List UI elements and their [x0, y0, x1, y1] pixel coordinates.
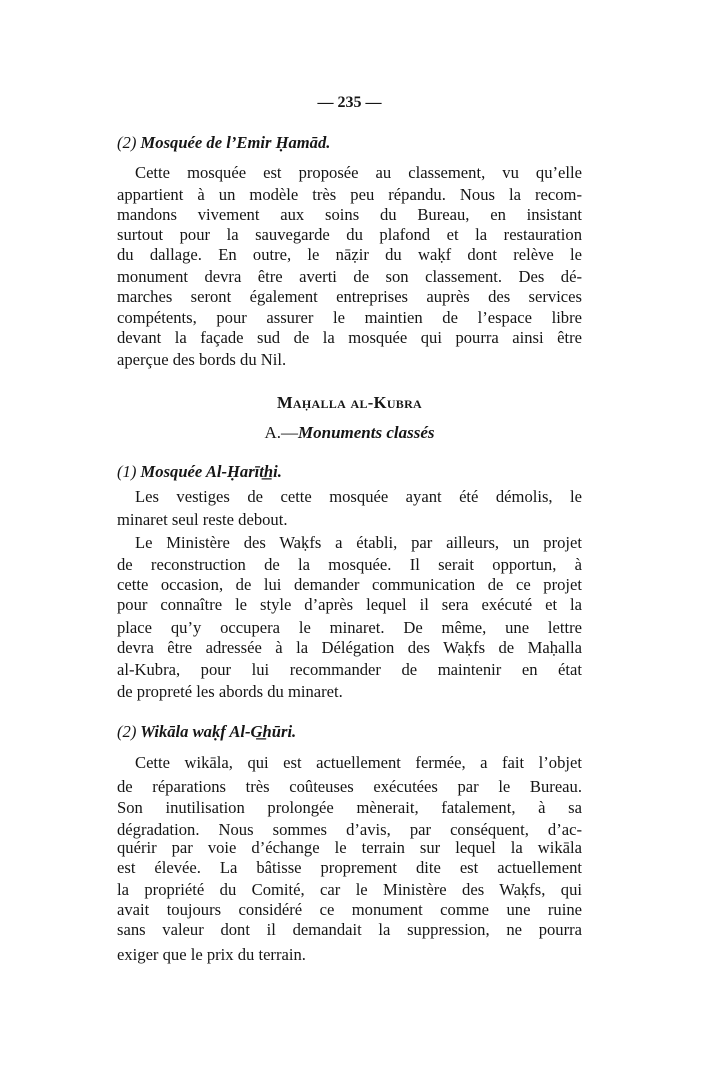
paragraph-line: aperçue des bords du Nil. — [117, 350, 287, 369]
entry-number: (2) — [117, 722, 137, 741]
paragraph-line: de réparations très coûteuses exécutées par le Bureau. — [117, 777, 582, 796]
paragraph-line: Les vestiges de cette mosquée ayant été démolis, le — [135, 487, 582, 506]
paragraph-line: devant la façade sud de la mosquée qui pourra ainsi être — [117, 328, 582, 347]
paragraph-line: avait toujours considéré ce monument comme une ruine — [117, 900, 582, 919]
paragraph-line: Son inutilisation prolongée mènerait, fatalement, à sa — [117, 798, 582, 817]
paragraph-line: cette occasion, de lui demander communication de ce projet — [117, 575, 582, 594]
entry-heading — [117, 722, 582, 742]
page-number: — 235 — — [317, 94, 382, 111]
paragraph-line: du dallage. En outre, le nāẓir du waḳf dont relève le — [117, 245, 582, 264]
entry-title: Mosquée Al-Ḥarīt͟hi. — [140, 462, 282, 481]
subsection-name: Monuments classés — [298, 423, 435, 442]
paragraph-line: minaret seul reste debout. — [117, 510, 288, 529]
paragraph-line: la propriété du Comité, car le Ministère des Waḳfs, qui — [117, 880, 582, 899]
paragraph-line: monument devra être averti de son classement. Des dé- — [117, 267, 582, 286]
paragraph-line: est élevée. La bâtisse proprement dite est actuellement — [117, 858, 582, 877]
paragraph-line: de propreté les abords du minaret. — [117, 682, 343, 701]
paragraph-line: mandons vivement aux soins du Bureau, en insistant — [117, 205, 582, 224]
paragraph-line: compétents, pour assurer le maintien de l’espace libre — [117, 308, 582, 327]
paragraph-line: de reconstruction de la mosquée. Il serait opportun, à — [117, 555, 582, 574]
paragraph-line: surtout pour la sauvegarde du plafond et la restauration — [117, 225, 582, 244]
entry-heading — [117, 462, 582, 482]
entry-title: Wikāla waḳf Al-G͟hūri. — [140, 722, 297, 741]
entry-title: Mosquée de l’Emir Ḥamād. — [140, 133, 331, 152]
paragraph-line: al-Kubra, pour lui recommander de maintenir en état — [117, 660, 582, 679]
paragraph-line: Cette mosquée est proposée au classement, vu qu’elle — [135, 163, 582, 182]
subsection-title — [117, 423, 582, 443]
paragraph-line: sans valeur dont il demandait la suppression, ne pourra — [117, 920, 582, 939]
section-title: Maḥalla al-Kubra — [276, 393, 423, 412]
entry-number: (2) — [117, 133, 137, 152]
paragraph-line: Le Ministère des Waḳfs a établi, par ailleurs, un projet — [135, 533, 582, 552]
paragraph-line: pour connaître le style d’après lequel il sera exécuté et la — [117, 595, 582, 614]
paragraph-line: Cette wikāla, qui est actuellement fermée, a fait l’objet — [135, 753, 582, 772]
entry-number: (1) — [117, 462, 137, 481]
paragraph-line: appartient à un modèle très peu répandu. Nous la recom- — [117, 185, 582, 204]
paragraph-line: devra être adressée à la Délégation des Waḳfs de Maḥalla — [117, 638, 582, 657]
paragraph-line: dégradation. Nous sommes d’avis, par conséquent, d’ac- — [117, 820, 582, 839]
entry-heading — [117, 133, 582, 153]
paragraph-line: quérir par voie d’échange le terrain sur lequel la wikāla — [117, 838, 582, 857]
paragraph-line: marches seront également entreprises auprès des services — [117, 287, 582, 306]
paragraph-line: exiger que le prix du terrain. — [117, 945, 306, 964]
subsection-prefix: A.— — [264, 423, 299, 442]
paragraph-line: place qu’y occupera le minaret. De même, une lettre — [117, 618, 582, 637]
